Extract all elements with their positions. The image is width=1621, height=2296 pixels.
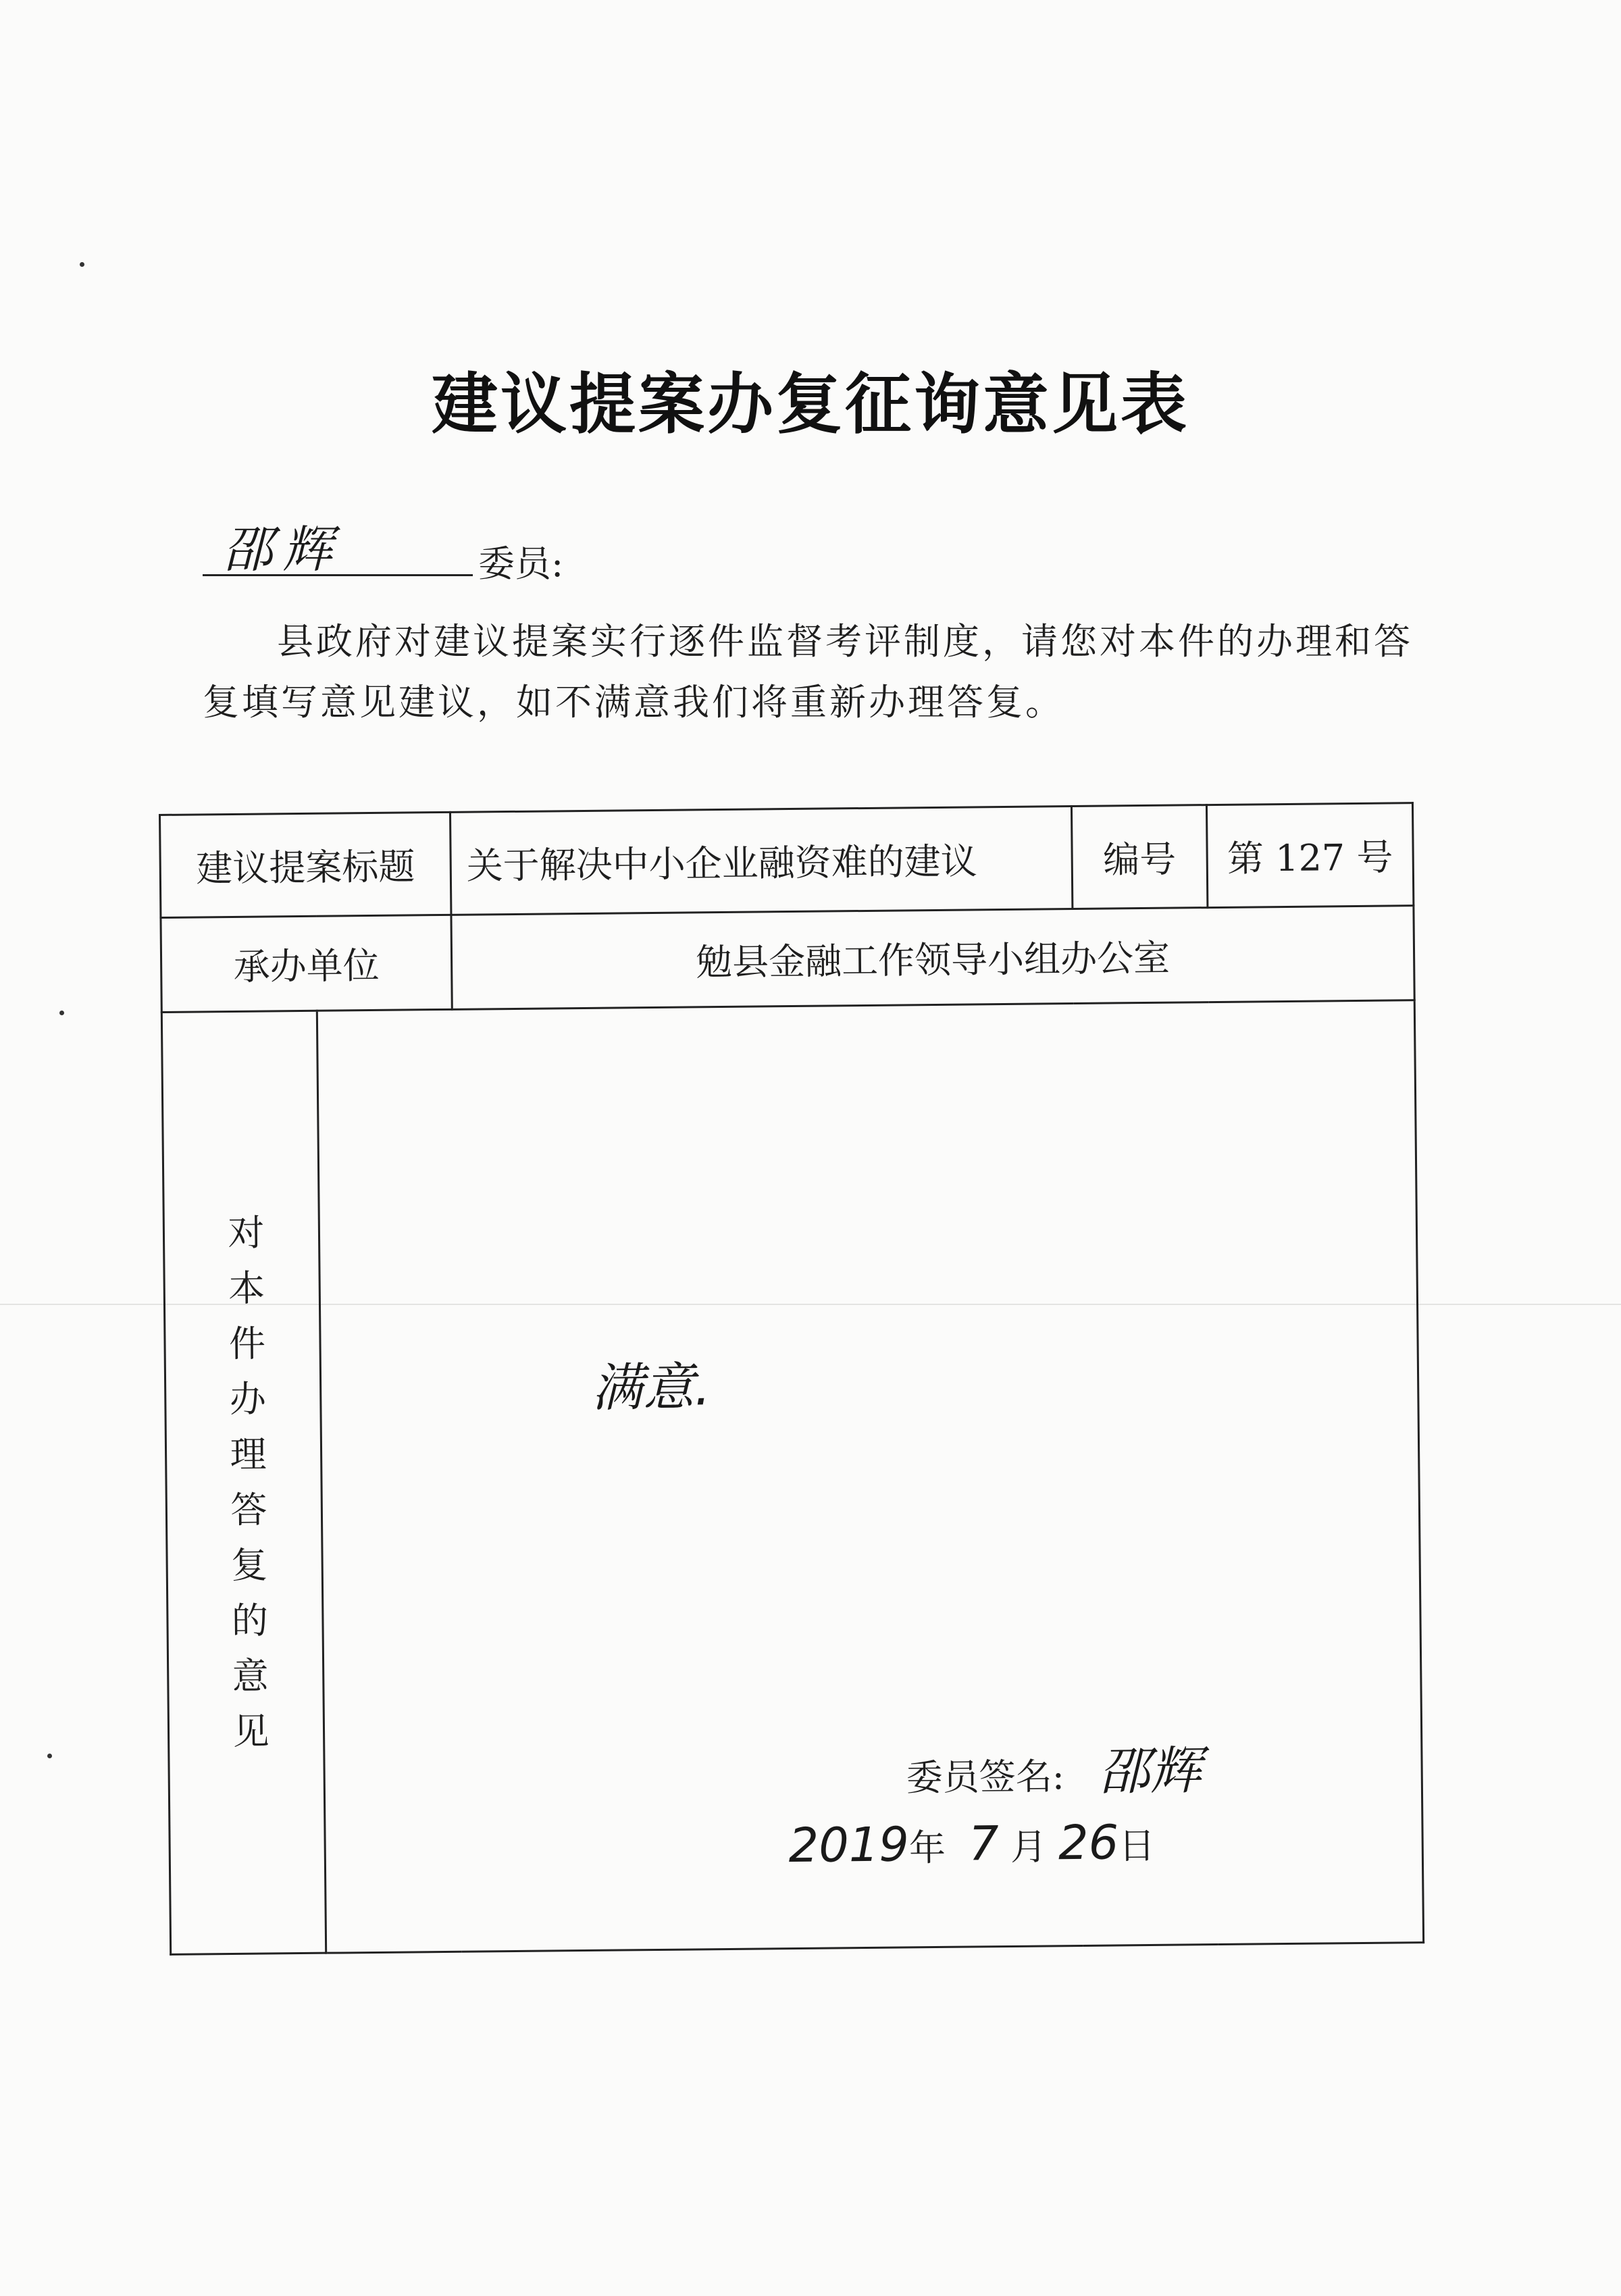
- opinion-label-char: 答: [230, 1488, 267, 1532]
- opinion-label-char: 的: [231, 1599, 269, 1643]
- date-month: 7: [968, 1816, 1000, 1872]
- opinion-form-table: [159, 802, 1422, 1962]
- date-month-unit: 月: [1010, 1825, 1048, 1868]
- scan-speck: [47, 1754, 52, 1758]
- date-day-unit: 日: [1118, 1824, 1156, 1868]
- date-year-unit: 年: [908, 1826, 946, 1870]
- date-day: 26: [1058, 1814, 1119, 1871]
- number-value: 第 127 号: [1206, 803, 1413, 908]
- table-row: [160, 803, 1414, 918]
- number-label: 编号: [1071, 805, 1207, 909]
- opinion-label-char: 见: [232, 1710, 269, 1754]
- intro-paragraph: 县政府对建议提案实行逐件监督考评制度，请您对本件的办理和答复填写意见建议，如不满意我们将重新办理答复。: [203, 620, 1413, 723]
- table-row: [161, 1000, 1423, 1955]
- scan-speck: [59, 1011, 64, 1015]
- date-year: 2019: [788, 1816, 910, 1874]
- opinion-label-char: 复: [230, 1544, 268, 1587]
- opinion-cell: [317, 1000, 1423, 1954]
- opinion-label-char: 本: [228, 1267, 265, 1310]
- handling-unit-value: 勉县金融工作领导小组办公室: [451, 906, 1414, 1010]
- opinion-label-char: 对: [228, 1211, 265, 1255]
- signature-date: [788, 1814, 1155, 1873]
- member-name-handwritten: 邵辉: [223, 521, 342, 579]
- scan-speck: [80, 262, 84, 267]
- opinion-handwritten: 满意.: [591, 1356, 711, 1418]
- signature-handwritten: 邵辉: [1098, 1740, 1202, 1802]
- opinion-label-char: 件: [228, 1322, 266, 1366]
- proposal-title-label: 建议提案标题: [160, 812, 451, 917]
- member-label: 委员:: [478, 542, 564, 585]
- opinion-label-char: 理: [230, 1433, 267, 1477]
- opinion-label-char: 意: [232, 1654, 269, 1698]
- signature-label: 委员签名:: [906, 1755, 1065, 1800]
- form-title: 建议提案办复征询意见表: [431, 365, 1189, 443]
- opinion-label-char: 办: [229, 1377, 267, 1421]
- handling-unit-label: 承办单位: [161, 915, 452, 1012]
- opinion-label-vertical-text: [228, 1206, 269, 1760]
- opinion-label: [161, 1011, 326, 1954]
- table-row: [161, 906, 1414, 1013]
- proposal-title-value: 关于解决中小企业融资难的建议: [450, 807, 1072, 915]
